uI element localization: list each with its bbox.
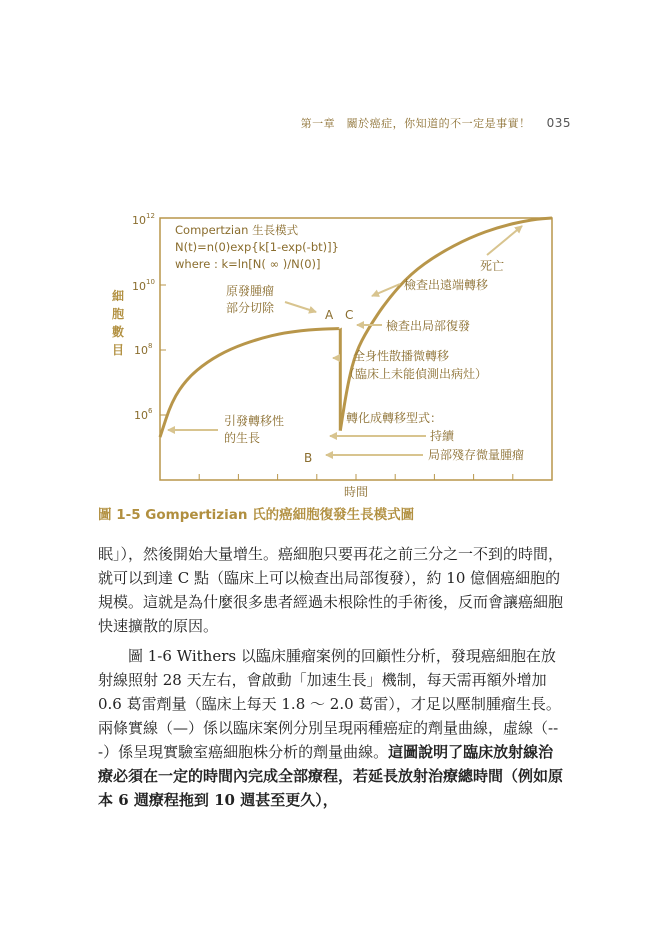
formula-line-2: where : k=ln[N( ∞ )/N(0)] (175, 257, 321, 271)
y-tick-label: $10^{12}$ (132, 212, 155, 227)
paragraph-2-normal: 圖 1-6 Withers 以臨床腫瘤案例的回顧性分析，發現癌細胞在放射線照射 28 天左右，會啟動「加速生長」機制，每天需再額外增加 0.6 葛雷劑量（臨床上每天 1.8 ～ 2.0 葛雷），才足以壓制腫瘤生長。兩條實線（—）係以臨床案例分別呈現兩種癌症的劑量曲線，虛線（---）係呈現實驗室癌細胞株分析的劑量曲線。 (98, 647, 561, 761)
annotation-surgery-2: 部分切除 (226, 301, 275, 315)
annotation-distant-mets: 檢查出遠端轉移 (404, 278, 489, 292)
point-label-a: A (325, 308, 334, 322)
annotation-systemic-1: 全身性散播微轉移 (353, 349, 450, 363)
y-tick-label: $10^8$ (134, 342, 153, 357)
page-number: 035 (546, 116, 571, 130)
annotation-metastatic-1: 引發轉移性 (224, 414, 285, 428)
figure-caption: 圖 1-5 Gompertizian 氏的癌細胞復發生長模式圖 (98, 507, 415, 523)
y-axis-label: 細胞數目 (112, 289, 125, 357)
x-axis-label: 時間 (343, 485, 369, 499)
annotation-surgery-1: 原發腫瘤 (226, 284, 275, 298)
y-tick-label: $10^{10}$ (132, 278, 155, 293)
body-text (98, 542, 568, 812)
point-label-c: C (345, 308, 354, 322)
annotation-death: 死亡 (480, 259, 505, 273)
x-axis-ticks (160, 474, 552, 480)
annotation-metastatic-2: 的生長 (224, 431, 261, 445)
paragraph-1: 眠」），然後開始大量增生。癌細胞只要再花之前三分之一不到的時間，就可以到達 C 點（臨床上可以檢查出局部復發），約 10 億個癌細胞的規模。這就是為什麼很多患者經過未根除性的手術後，反而會讓癌細胞快速擴散的原因。 (98, 545, 564, 635)
chapter-title: 第一章 關於癌症，你知道的不一定是事實！ (300, 117, 531, 130)
paragraph-2-bold: 這圖說明了臨床放射線治療必須在一定的時間內完成全部療程，若延長放射治療總時間（例如原本 6 週療程拖到 10 週甚至更久）， (98, 743, 564, 809)
annotation-local-recurrence: 檢查出局部復發 (386, 319, 471, 333)
formula-line-1: N(t)=n(0)exp{k[1-exp(-bt)]} (175, 240, 339, 254)
annotation-transform-2: 持續 (430, 429, 455, 443)
annotation-transform-1: 轉化成轉移型式： (346, 411, 443, 425)
arrow-surgery (285, 302, 316, 312)
annotation-residual: 局部殘存微量腫瘤 (428, 448, 525, 462)
point-label-b: B (304, 451, 313, 465)
y-tick-label: $10^6$ (134, 407, 153, 422)
annotation-systemic-2: （臨床上未能偵測出病灶） (343, 367, 488, 381)
paragraph-2 (98, 644, 568, 812)
model-title: Compertzian 生長模式 (175, 223, 299, 237)
